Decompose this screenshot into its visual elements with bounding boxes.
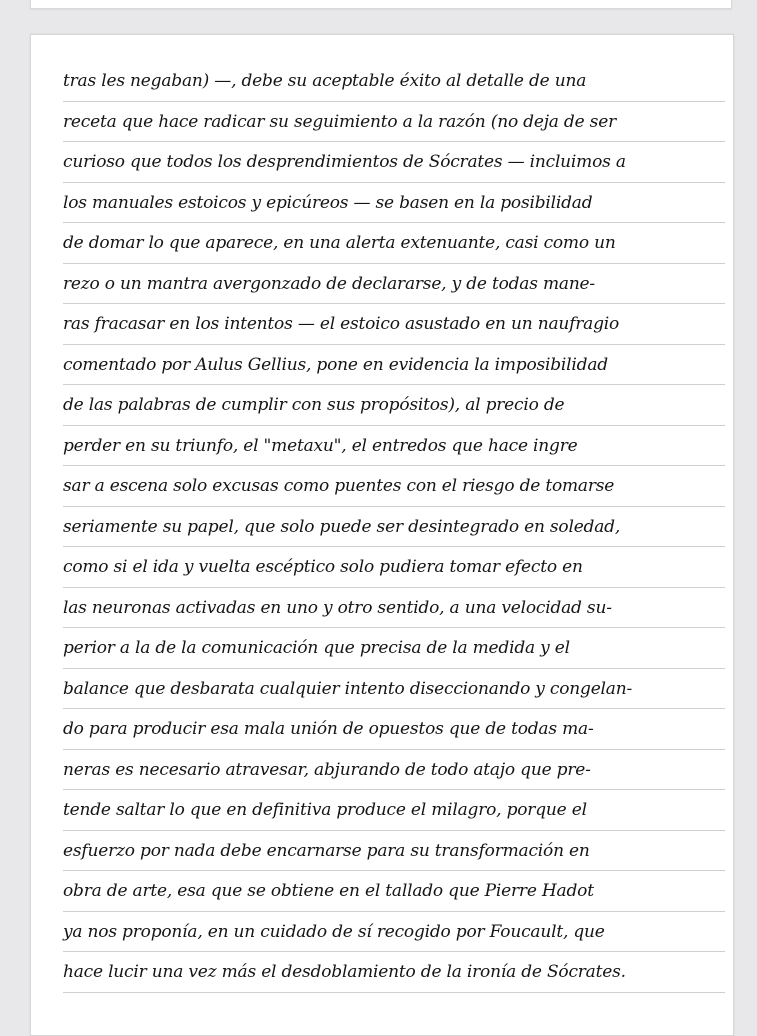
handwritten-text-block	[63, 61, 725, 993]
text-line: perder en su triunfo, el "metaxu", el entredos que hace ingre	[63, 426, 725, 467]
text-line: hace lucir una vez más el desdoblamiento de la ironía de Sócrates.	[63, 952, 725, 993]
text-line: esfuerzo por nada debe encarnarse para su transformación en	[63, 831, 725, 872]
text-line: las neuronas activadas en uno y otro sentido, a una velocidad su-	[63, 588, 725, 629]
text-line: ras fracasar en los intentos — el estoico asustado en un naufragio	[63, 304, 725, 345]
text-line: los manuales estoicos y epicúreos — se basen en la posibilidad	[63, 183, 725, 224]
previous-page-edge	[30, 0, 732, 9]
text-line: ya nos proponía, en un cuidado de sí recogido por Foucault, que	[63, 912, 725, 953]
text-line: tende saltar lo que en definitiva produce el milagro, porque el	[63, 790, 725, 831]
text-line: neras es necesario atravesar, abjurando de todo atajo que pre-	[63, 750, 725, 791]
text-line: do para producir esa mala unión de opuestos que de todas ma-	[63, 709, 725, 750]
text-line: tras les negaban) —, debe su aceptable éxito al detalle de una	[63, 61, 725, 102]
handwritten-page	[30, 34, 734, 1036]
text-line: rezo o un mantra avergonzado de declararse, y de todas mane-	[63, 264, 725, 305]
text-line: sar a escena solo excusas como puentes con el riesgo de tomarse	[63, 466, 725, 507]
text-line: como si el ida y vuelta escéptico solo pudiera tomar efecto en	[63, 547, 725, 588]
text-line: de las palabras de cumplir con sus propósitos), al precio de	[63, 385, 725, 426]
text-line: perior a la de la comunicación que precisa de la medida y el	[63, 628, 725, 669]
text-line: de domar lo que aparece, en una alerta extenuante, casi como un	[63, 223, 725, 264]
text-line: comentado por Aulus Gellius, pone en evidencia la imposibilidad	[63, 345, 725, 386]
text-line: receta que hace radicar su seguimiento a la razón (no deja de ser	[63, 102, 725, 143]
text-line: seriamente su papel, que solo puede ser desintegrado en soledad,	[63, 507, 725, 548]
text-line: obra de arte, esa que se obtiene en el tallado que Pierre Hadot	[63, 871, 725, 912]
text-line: balance que desbarata cualquier intento diseccionando y congelan-	[63, 669, 725, 710]
text-line: curioso que todos los desprendimientos de Sócrates — incluimos a	[63, 142, 725, 183]
